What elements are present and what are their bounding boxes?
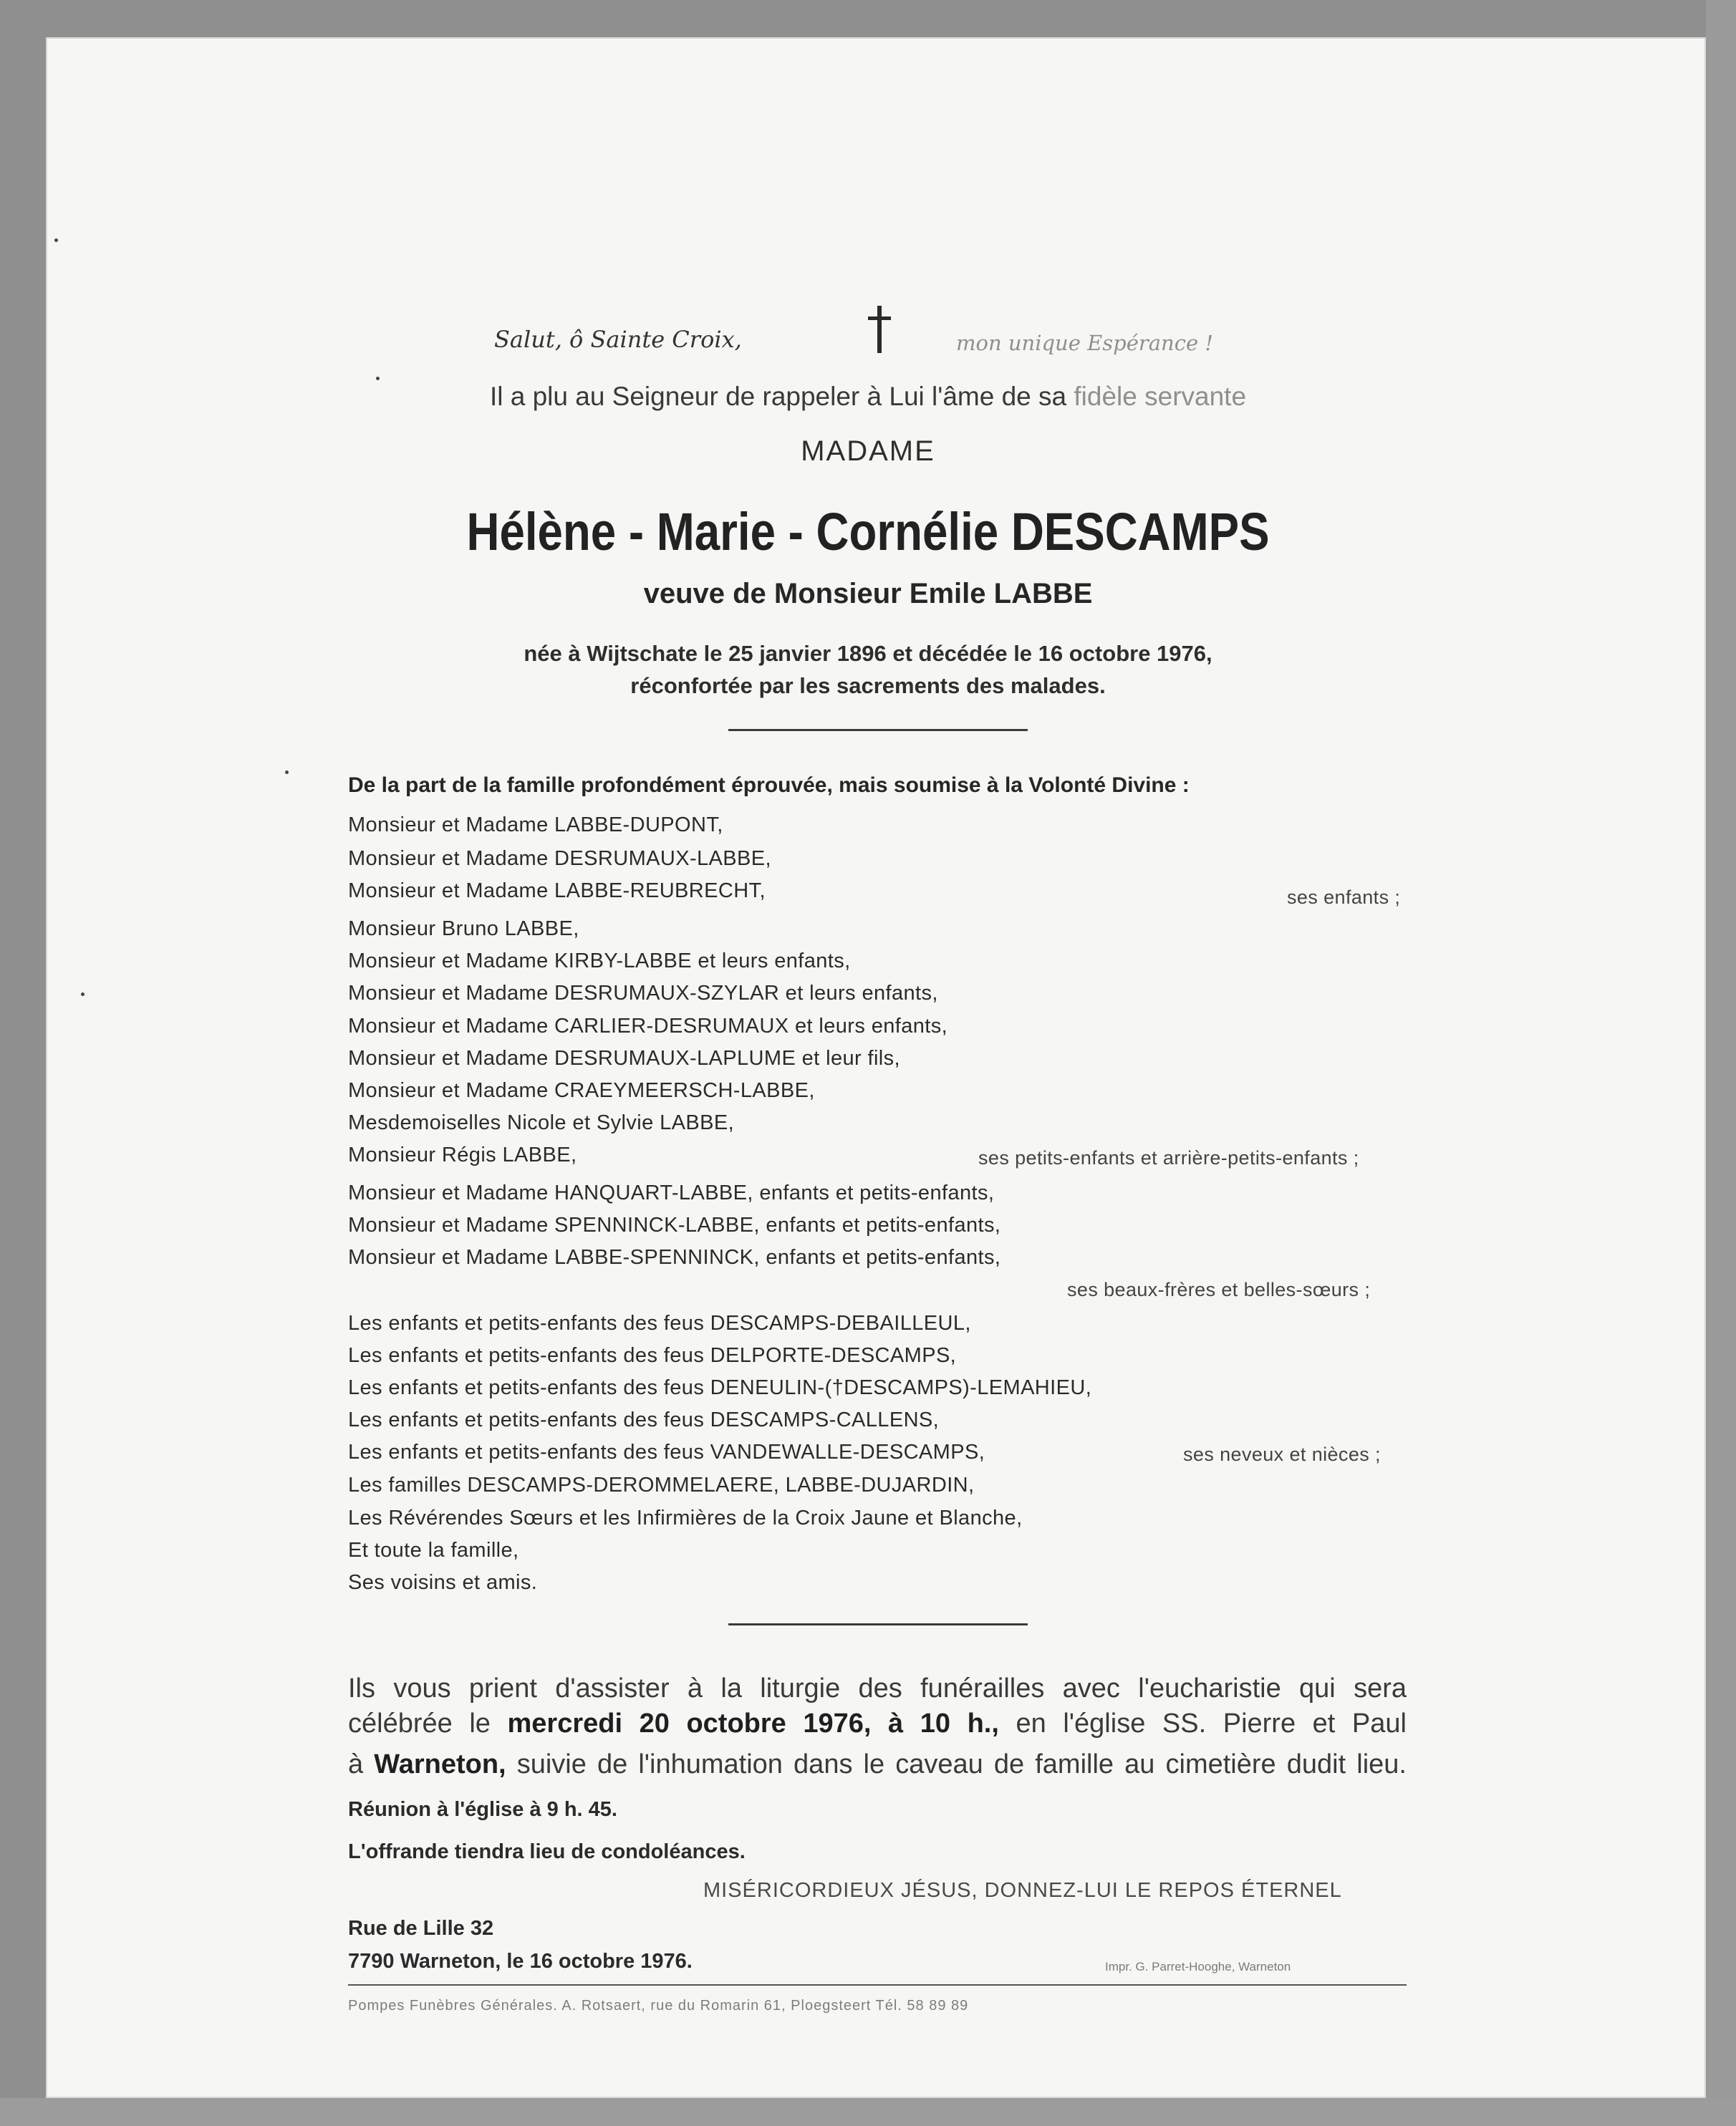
family-line: Monsieur et Madame CARLIER-DESRUMAUX et leurs enfants, bbox=[348, 1015, 948, 1038]
address-city-date: 7790 Warneton, le 16 octobre 1976. bbox=[348, 1950, 693, 1973]
printer-credit: Impr. G. Parret-Hooghe, Warneton bbox=[1105, 1960, 1291, 1973]
intro-line: Il a plu au Seigneur de rappeler à Lui l'âme de sa fidèle servante bbox=[489, 382, 1247, 411]
scan-border-bottom bbox=[0, 2098, 1736, 2126]
family-line: Monsieur et Madame CRAEYMEERSCH-LABBE, bbox=[348, 1079, 815, 1102]
header-esperance: mon unique Espérance ! bbox=[956, 331, 1213, 355]
family-line: Les familles DESCAMPS-DEROMMELAERE, LABBE-DUJARDIN, bbox=[348, 1474, 975, 1497]
divider-bottom bbox=[728, 1623, 1028, 1625]
address-street: Rue de Lille 32 bbox=[348, 1917, 494, 1940]
ceremony-date: mercredi 20 octobre 1976, à 10 h., bbox=[507, 1709, 999, 1739]
header-salut: Salut, ô Sainte Croix, bbox=[494, 326, 742, 353]
family-line: Monsieur et Madame HANQUART-LABBE, enfants et petits-enfants, bbox=[348, 1182, 995, 1204]
family-line: Monsieur Bruno LABBE, bbox=[348, 917, 579, 940]
family-intro: De la part de la famille profondément éprouvée, mais soumise à la Volonté Divine : bbox=[348, 773, 1190, 797]
dust-speck bbox=[81, 992, 85, 996]
family-line: Et toute la famille, bbox=[348, 1539, 519, 1562]
ceremony-line-3: à Warneton, suivie de l'inhumation dans le caveau de famille au cimetière dudit lieu. bbox=[348, 1749, 1407, 1779]
widow-of: veuve de Monsieur Emile LABBE bbox=[643, 578, 1093, 609]
family-line: Mesdemoiselles Nicole et Sylvie LABBE, bbox=[348, 1111, 735, 1134]
closing-prayer: MISÉRICORDIEUX JÉSUS, DONNEZ-LUI LE REPOS ÉTERNEL bbox=[703, 1879, 1342, 1902]
sacraments-line: réconfortée par les sacrements des malades. bbox=[630, 673, 1106, 698]
ceremony-line-2: célébrée le mercredi 20 octobre 1976, à 10 h., en l'église SS. Pierre et Paul bbox=[348, 1709, 1407, 1739]
role-in-laws: ses beaux-frères et belles-sœurs ; bbox=[1067, 1279, 1371, 1300]
family-line: Les enfants et petits-enfants des feus DELPORTE-DESCAMPS, bbox=[348, 1344, 957, 1367]
family-line: Les enfants et petits-enfants des feus DESCAMPS-CALLENS, bbox=[348, 1409, 940, 1431]
family-line: Monsieur et Madame LABBE-DUPONT, bbox=[348, 813, 723, 836]
family-line: Monsieur et Madame SPENNINCK-LABBE, enfants et petits-enfants, bbox=[348, 1214, 1001, 1237]
family-line: Monsieur et Madame DESRUMAUX-SZYLAR et leurs enfants, bbox=[348, 982, 938, 1005]
role-children: ses enfants ; bbox=[1287, 886, 1401, 908]
family-line: Monsieur et Madame KIRBY-LABBE et leurs enfants, bbox=[348, 950, 851, 972]
family-line: Monsieur Régis LABBE, bbox=[348, 1144, 577, 1166]
birth-death-dates: née à Wijtschate le 25 janvier 1896 et décédée le 16 octobre 1976, bbox=[524, 641, 1212, 666]
footer-rule bbox=[348, 1984, 1407, 1986]
family-line: Monsieur et Madame LABBE-SPENNINCK, enfants et petits-enfants, bbox=[348, 1246, 1001, 1269]
family-line: Les enfants et petits-enfants des feus DENEULIN-(†DESCAMPS)-LEMAHIEU, bbox=[348, 1376, 1092, 1399]
family-line: Les Révérendes Sœurs et les Infirmières de la Croix Jaune et Blanche, bbox=[348, 1507, 1023, 1530]
deceased-title: MADAME bbox=[801, 435, 935, 467]
offering-note: L'offrande tiendra lieu de condoléances. bbox=[348, 1840, 746, 1863]
family-line: Les enfants et petits-enfants des feus VANDEWALLE-DESCAMPS, bbox=[348, 1441, 985, 1464]
dust-speck bbox=[54, 238, 58, 242]
family-line: Monsieur et Madame DESRUMAUX-LAPLUME et leur fils, bbox=[348, 1047, 901, 1070]
family-line: Monsieur et Madame LABBE-REUBRECHT, bbox=[348, 879, 766, 902]
ceremony-line-1: Ils vous prient d'assister à la liturgie des funérailles avec l'eucharistie qui sera bbox=[348, 1673, 1407, 1704]
dust-speck bbox=[285, 770, 289, 774]
family-line: Monsieur et Madame DESRUMAUX-LABBE, bbox=[348, 847, 771, 870]
meeting-time: Réunion à l'église à 9 h. 45. bbox=[348, 1798, 617, 1821]
scan-border-right bbox=[1706, 0, 1736, 2126]
family-line: Les enfants et petits-enfants des feus DESCAMPS-DEBAILLEUL, bbox=[348, 1312, 971, 1335]
family-line: Ses voisins et amis. bbox=[348, 1571, 538, 1594]
divider-top bbox=[728, 729, 1028, 731]
role-nephews: ses neveux et nièces ; bbox=[1183, 1444, 1381, 1465]
undertaker-credit: Pompes Funèbres Générales. A. Rotsaert, rue du Romarin 61, Ploegsteert Tél. 58 89 89 bbox=[348, 1998, 969, 2014]
cross-icon bbox=[865, 304, 894, 354]
deceased-name: Hélène - Marie - Cornélie DESCAMPS bbox=[466, 502, 1270, 561]
ceremony-place: Warneton, bbox=[374, 1749, 506, 1779]
dust-speck bbox=[376, 377, 380, 380]
intro-line-faded: fidèle servante bbox=[1074, 382, 1247, 411]
role-grandchildren: ses petits-enfants et arrière-petits-enfants ; bbox=[978, 1147, 1359, 1169]
